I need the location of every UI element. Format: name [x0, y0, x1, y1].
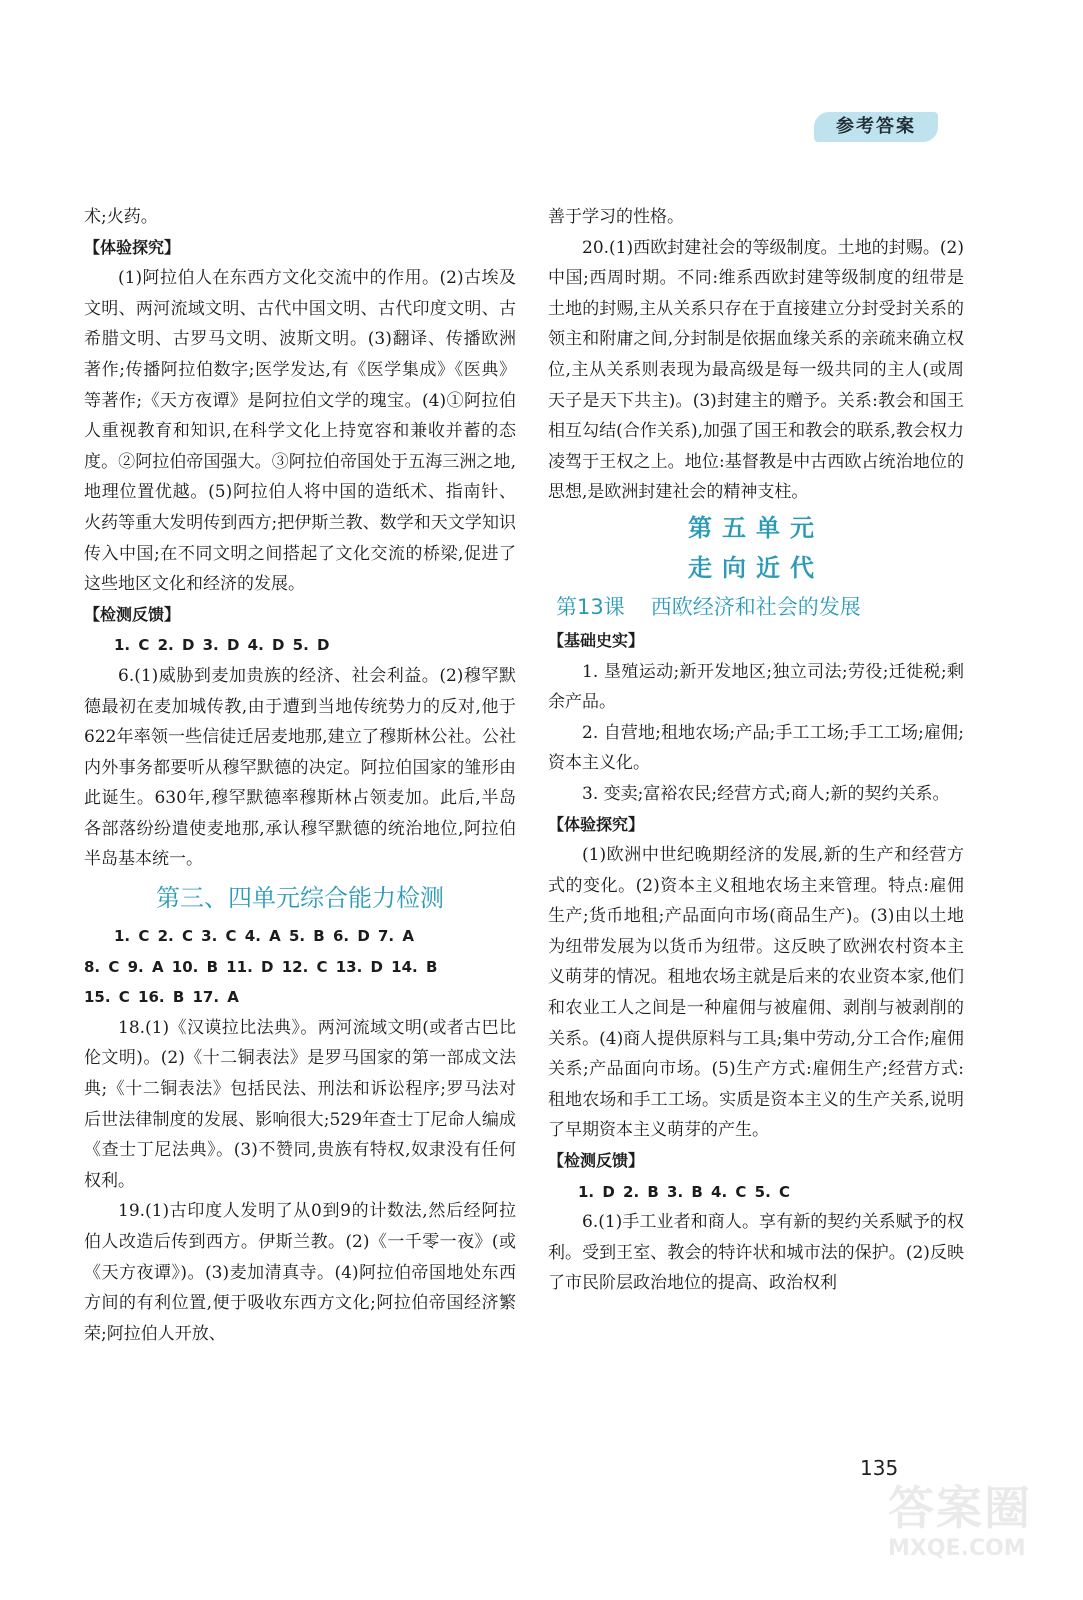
watermark-url: MXQE.COM	[888, 1536, 1026, 1561]
watermark-text: 答案圈	[888, 1481, 1032, 1535]
answer-line: 8. C 9. A 10. B 11. D 12. C 13. D 14. B	[84, 957, 438, 976]
paragraph: 20.(1)西欧封建社会的等级制度。土地的封赐。(2)中国;西周时期。不同:维系西欧封建等级制度的纽带是土地的封赐,主从关系只存在于直接建立分封受封关系的领主和附庸之间,分封制是依据血缘关系的亲疏来确立权位,主从关系则表现为最高级是每一级共同的主人(或周天子是天下共主)。(3)封建主的赠予。关系:教会和国王相互勾结(合作关系),加强了国王和教会的联系,教会权力凌驾于王权之上。地位:基督教是中古西欧占统治地位的思想,是欧洲封建社会的精神支柱。	[548, 237, 964, 503]
lesson-name: 西欧经济和社会的发展	[650, 594, 861, 619]
answer-line: 1. C 2. D 3. D 4. D 5. D	[114, 636, 330, 655]
lesson-title	[556, 588, 964, 626]
section-heading: 【体验探究】	[84, 237, 181, 257]
watermark-logo	[888, 1480, 1038, 1576]
answer-line: 1. D 2. B 3. B 4. C 5. C	[578, 1182, 791, 1201]
page-number: 135	[860, 1456, 899, 1480]
paragraph: 善于学习的性格。	[548, 207, 684, 227]
answer-key-tab: 参考答案	[814, 112, 938, 142]
paragraph: 6.(1)手工业者和商人。享有新的契约关系赋予的权利。受到王室、教会的特许状和城市法的保护。(2)反映了市民阶层政治地位的提高、政治权利	[548, 1212, 964, 1294]
paragraph: (1)欧洲中世纪晚期经济的发展,新的生产和经营方式的变化。(2)资本主义租地农场主来管理。特点:雇佣生产;货币地租;产品面向市场(商品生产)。(3)由以土地为纽带发展为以货币为纽带。这反映了欧洲农村资本主义萌芽的情况。租地农场主就是后来的农业资本家,他们和农业工人之间是一种雇佣与被雇佣、剥削与被剥削的关系。(4)商人提供原料与工具;集中劳动,分工合作;雇佣关系;产品面向市场。(5)生产方式:雇佣生产;经营方式:租地农场和手工工场。实质是资本主义的生产关系,说明了早期资本主义萌芽的产生。	[548, 845, 964, 1141]
section-heading: 【检测反馈】	[548, 1151, 645, 1171]
paragraph: 术;火药。	[84, 207, 158, 227]
paragraph: (1)阿拉伯人在东西方文化交流中的作用。(2)古埃及文明、两河流域文明、古代中国文明、古代印度文明、古希腊文明、古罗马文明、波斯文明。(3)翻译、传播欧洲著作;传播阿拉伯数字;医学发达,有《医学集成》《医典》等著作;《天方夜谭》是阿拉伯文学的瑰宝。(4)①阿拉伯人重视教育和知识,在科学文化上持宽容和兼收并蓄的态度。②阿拉伯帝国强大。③阿拉伯帝国处于五海三洲之地,地理位置优越。(5)阿拉伯人将中国的造纸术、指南针、火药等重大发明传到西方;把伊斯兰教、数学和天文学知识传入中国;在不同文明之间搭起了文化交流的桥梁,促进了这些地区文化和经济的发展。	[84, 268, 516, 595]
paragraph: 18.(1)《汉谟拉比法典》。两河流域文明(或者古巴比伦文明)。(2)《十二铜表法》是罗马国家的第一部成文法典;《十二铜表法》包括民法、刑法和诉讼程序;罗马法对后世法律制度的发展、影响很大;529年查士丁尼命人编成《查士丁尼法典》。(3)不赞同,贵族有特权,奴隶没有任何权利。	[84, 1017, 516, 1191]
section-heading: 【基础史实】	[548, 630, 645, 650]
paragraph: 6.(1)威胁到麦加贵族的经济、社会利益。(2)穆罕默德最初在麦加城传教,由于遭到当地传统势力的反对,他于622年率领一些信徒迁居麦地那,建立了穆斯林公社。公社内外事务都要听从穆罕默德的决定。阿拉伯国家的雏形由此诞生。630年,穆罕默德率穆斯林占领麦加。此后,半岛各部落纷纷遣使麦地那,承认穆罕默德的统治地位,阿拉伯半岛基本统一。	[84, 665, 516, 870]
unit-title: 第五单元	[688, 512, 824, 542]
paragraph: 3. 变卖;富裕农民;经营方式;商人;新的契约关系。	[582, 783, 950, 804]
paragraph: 2. 自营地;租地农场;产品;手工工场;手工工场;雇佣;资本主义化。	[548, 722, 964, 774]
answer-line: 1. C 2. C 3. C 4. A 5. B 6. D 7. A	[114, 927, 414, 946]
paragraph: 1. 垦殖运动;新开发地区;独立司法;劳役;迁徙税;剩余产品。	[548, 661, 964, 713]
lesson-number: 第13课	[556, 594, 625, 619]
answer-line: 15. C 16. B 17. A	[84, 988, 239, 1007]
unit-subtitle: 走向近代	[688, 552, 824, 582]
paragraph: 19.(1)古印度人发明了从0到9的计数法,然后经阿拉伯人改造后传到西方。伊斯兰教。(2)《一千零一夜》(或《天方夜谭》)。(3)麦加清真寺。(4)阿拉伯帝国地处东西方间的有利位置,便于吸收东西方文化;阿拉伯帝国经济繁荣;阿拉伯人开放、	[84, 1201, 516, 1344]
chapter-title: 第三、四单元综合能力检测	[156, 884, 444, 913]
section-heading: 【体验探究】	[548, 814, 645, 834]
right-column	[548, 202, 964, 1299]
section-heading: 【检测反馈】	[84, 604, 181, 624]
left-column	[84, 202, 516, 1349]
